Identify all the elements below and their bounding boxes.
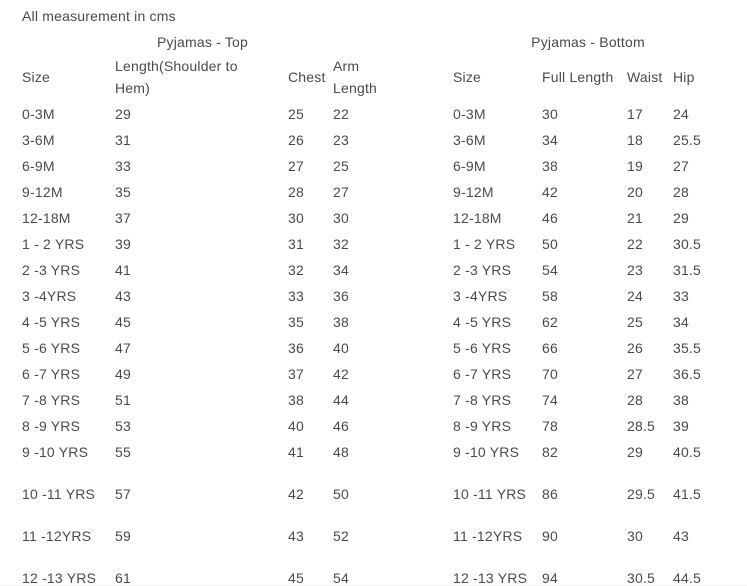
chest-cell: 28 xyxy=(288,184,304,200)
size-cell: 3-6M xyxy=(453,132,486,148)
arm-length-cell: 36 xyxy=(333,288,349,304)
table-row xyxy=(453,413,723,439)
top-col-header-arm-length: Arm Length xyxy=(333,58,378,96)
size-cell: 6 -7 YRS xyxy=(22,366,81,382)
length-cell: 43 xyxy=(115,288,131,304)
table-row xyxy=(22,361,383,387)
chest-cell: 37 xyxy=(288,366,304,382)
full-length-cell: 82 xyxy=(542,444,558,460)
table-row xyxy=(453,335,723,361)
waist-cell: 17 xyxy=(627,106,643,122)
table-row xyxy=(453,179,723,205)
size-cell: 12-18M xyxy=(22,210,71,226)
arm-length-cell: 38 xyxy=(333,314,349,330)
waist-cell: 20 xyxy=(627,184,643,200)
arm-length-cell: 52 xyxy=(333,528,349,544)
waist-cell: 27 xyxy=(627,366,643,382)
chest-cell: 31 xyxy=(288,236,304,252)
table-row xyxy=(22,257,383,283)
full-length-cell: 90 xyxy=(542,528,558,544)
table-row xyxy=(453,439,723,465)
size-cell: 9-12M xyxy=(22,184,63,200)
chest-cell: 25 xyxy=(288,106,304,122)
waist-cell: 29 xyxy=(627,444,643,460)
size-cell: 5 -6 YRS xyxy=(22,340,81,356)
table-row xyxy=(22,127,383,153)
full-length-cell: 94 xyxy=(542,570,558,586)
table-row xyxy=(453,309,723,335)
table-row xyxy=(22,179,383,205)
size-cell: 12-18M xyxy=(453,210,502,226)
size-cell: 3 -4YRS xyxy=(22,288,77,304)
bottom-col-header-hip: Hip xyxy=(673,69,695,86)
chest-cell: 33 xyxy=(288,288,304,304)
waist-cell: 28.5 xyxy=(627,418,656,434)
full-length-cell: 70 xyxy=(542,366,558,382)
full-length-cell: 46 xyxy=(542,210,558,226)
size-cell: 9 -10 YRS xyxy=(453,444,520,460)
waist-cell: 21 xyxy=(627,210,643,226)
table-row xyxy=(453,127,723,153)
full-length-cell: 50 xyxy=(542,236,558,252)
chest-cell: 43 xyxy=(288,528,304,544)
hip-cell: 28 xyxy=(673,184,689,200)
hip-cell: 39 xyxy=(673,418,689,434)
table-row xyxy=(22,507,383,549)
chest-cell: 32 xyxy=(288,262,304,278)
arm-length-cell: 46 xyxy=(333,418,349,434)
table-row xyxy=(22,283,383,309)
hip-cell: 36.5 xyxy=(673,366,702,382)
full-length-cell: 38 xyxy=(542,158,558,174)
hip-cell: 44.5 xyxy=(673,570,702,586)
length-cell: 31 xyxy=(115,132,131,148)
chest-cell: 40 xyxy=(288,418,304,434)
length-cell: 57 xyxy=(115,486,131,502)
size-cell: 4 -5 YRS xyxy=(22,314,81,330)
size-cell: 9 -10 YRS xyxy=(22,444,89,460)
size-cell: 0-3M xyxy=(453,106,486,122)
size-cell: 2 -3 YRS xyxy=(22,262,81,278)
pyjamas-top-body xyxy=(22,101,383,586)
hip-cell: 34 xyxy=(673,314,689,330)
full-length-cell: 62 xyxy=(542,314,558,330)
hip-cell: 27 xyxy=(673,158,689,174)
waist-cell: 22 xyxy=(627,236,643,252)
size-cell: 10 -11 YRS xyxy=(22,486,96,502)
size-cell: 4 -5 YRS xyxy=(453,314,512,330)
size-cell: 11 -12YRS xyxy=(22,528,92,544)
hip-cell: 29 xyxy=(673,210,689,226)
bottom-col-header-size: Size xyxy=(453,69,482,86)
size-cell: 7 -8 YRS xyxy=(453,392,512,408)
full-length-cell: 42 xyxy=(542,184,558,200)
table-row xyxy=(453,549,723,586)
table-row xyxy=(453,101,723,127)
size-cell: 7 -8 YRS xyxy=(22,392,81,408)
arm-length-cell: 22 xyxy=(333,106,349,122)
hip-cell: 33 xyxy=(673,288,689,304)
hip-cell: 40.5 xyxy=(673,444,702,460)
size-cell: 11 -12YRS xyxy=(453,528,523,544)
size-cell: 9-12M xyxy=(453,184,494,200)
arm-length-cell: 23 xyxy=(333,132,349,148)
length-cell: 61 xyxy=(115,570,131,586)
size-cell: 6 -7 YRS xyxy=(453,366,512,382)
length-cell: 47 xyxy=(115,340,131,356)
full-length-cell: 58 xyxy=(542,288,558,304)
table-row xyxy=(22,465,383,507)
table-row xyxy=(22,439,383,465)
table-row xyxy=(453,231,723,257)
pyjamas-bottom-caption: Pyjamas - Bottom xyxy=(531,34,645,50)
table-row xyxy=(453,283,723,309)
pyjamas-bottom-body xyxy=(453,101,723,586)
table-row xyxy=(453,465,723,507)
table-row xyxy=(453,507,723,549)
arm-length-cell: 34 xyxy=(333,262,349,278)
waist-cell: 29.5 xyxy=(627,486,656,502)
top-col-header-length: Length(Shoulder to Hem) xyxy=(115,58,238,96)
chest-cell: 27 xyxy=(288,158,304,174)
length-cell: 39 xyxy=(115,236,131,252)
size-cell: 3 -4YRS xyxy=(453,288,508,304)
hip-cell: 41.5 xyxy=(673,486,702,502)
length-cell: 37 xyxy=(115,210,131,226)
size-chart-tables xyxy=(22,34,747,586)
waist-cell: 30.5 xyxy=(627,570,656,586)
chest-cell: 35 xyxy=(288,314,304,330)
length-cell: 33 xyxy=(115,158,131,174)
size-cell: 5 -6 YRS xyxy=(453,340,512,356)
size-cell: 6-9M xyxy=(453,158,486,174)
length-cell: 41 xyxy=(115,262,131,278)
size-cell: 12 -13 YRS xyxy=(453,570,528,586)
waist-cell: 23 xyxy=(627,262,643,278)
full-length-cell: 30 xyxy=(542,106,558,122)
hip-cell: 35.5 xyxy=(673,340,702,356)
arm-length-cell: 25 xyxy=(333,158,349,174)
size-cell: 8 -9 YRS xyxy=(453,418,512,434)
hip-cell: 24 xyxy=(673,106,689,122)
chest-cell: 41 xyxy=(288,444,304,460)
table-row xyxy=(22,231,383,257)
waist-cell: 19 xyxy=(627,158,643,174)
full-length-cell: 66 xyxy=(542,340,558,356)
top-col-header-size: Size xyxy=(22,69,51,86)
length-cell: 29 xyxy=(115,106,131,122)
bottom-col-header-full-length: Full Length xyxy=(542,69,614,86)
arm-length-cell: 42 xyxy=(333,366,349,382)
waist-cell: 28 xyxy=(627,392,643,408)
size-cell: 6-9M xyxy=(22,158,55,174)
arm-length-cell: 40 xyxy=(333,340,349,356)
table-row xyxy=(453,361,723,387)
bottom-col-header-waist: Waist xyxy=(627,69,663,86)
size-cell: 1 - 2 YRS xyxy=(453,236,516,252)
arm-length-cell: 27 xyxy=(333,184,349,200)
table-row xyxy=(22,549,383,586)
pyjamas-bottom-group xyxy=(453,34,723,586)
table-row xyxy=(22,335,383,361)
length-cell: 35 xyxy=(115,184,131,200)
length-cell: 45 xyxy=(115,314,131,330)
arm-length-cell: 30 xyxy=(333,210,349,226)
pyjamas-bottom-table xyxy=(453,55,723,586)
full-length-cell: 34 xyxy=(542,132,558,148)
size-cell: 8 -9 YRS xyxy=(22,418,81,434)
arm-length-cell: 48 xyxy=(333,444,349,460)
waist-cell: 25 xyxy=(627,314,643,330)
chest-cell: 26 xyxy=(288,132,304,148)
table-row xyxy=(453,387,723,413)
size-cell: 3-6M xyxy=(22,132,55,148)
size-cell: 0-3M xyxy=(22,106,55,122)
table-row xyxy=(22,153,383,179)
waist-cell: 30 xyxy=(627,528,643,544)
waist-cell: 24 xyxy=(627,288,643,304)
full-length-cell: 54 xyxy=(542,262,558,278)
size-cell: 1 - 2 YRS xyxy=(22,236,85,252)
pyjamas-bottom-header-row xyxy=(453,55,723,101)
table-row xyxy=(453,257,723,283)
arm-length-cell: 50 xyxy=(333,486,349,502)
chest-cell: 42 xyxy=(288,486,304,502)
table-row xyxy=(22,205,383,231)
table-row xyxy=(22,387,383,413)
hip-cell: 25.5 xyxy=(673,132,702,148)
pyjamas-top-group xyxy=(22,34,383,586)
pyjamas-top-caption: Pyjamas - Top xyxy=(156,34,249,50)
chest-cell: 38 xyxy=(288,392,304,408)
table-row xyxy=(22,101,383,127)
pyjamas-top-table xyxy=(22,55,383,586)
chest-cell: 45 xyxy=(288,570,304,586)
top-col-header-chest: Chest xyxy=(288,69,326,86)
hip-cell: 43 xyxy=(673,528,689,544)
waist-cell: 18 xyxy=(627,132,643,148)
hip-cell: 31.5 xyxy=(673,262,702,278)
waist-cell: 26 xyxy=(627,340,643,356)
length-cell: 55 xyxy=(115,444,131,460)
chest-cell: 30 xyxy=(288,210,304,226)
table-row xyxy=(453,153,723,179)
table-row xyxy=(22,413,383,439)
size-cell: 2 -3 YRS xyxy=(453,262,512,278)
table-row xyxy=(22,309,383,335)
arm-length-cell: 54 xyxy=(333,570,349,586)
length-cell: 51 xyxy=(115,392,131,408)
arm-length-cell: 32 xyxy=(333,236,349,252)
hip-cell: 38 xyxy=(673,392,689,408)
full-length-cell: 86 xyxy=(542,486,558,502)
length-cell: 49 xyxy=(115,366,131,382)
size-cell: 12 -13 YRS xyxy=(22,570,97,586)
measurement-note: All measurement in cms xyxy=(22,8,176,24)
length-cell: 59 xyxy=(115,528,131,544)
pyjamas-top-header-row xyxy=(22,55,383,101)
full-length-cell: 78 xyxy=(542,418,558,434)
table-row xyxy=(453,205,723,231)
arm-length-cell: 44 xyxy=(333,392,349,408)
hip-cell: 30.5 xyxy=(673,236,702,252)
full-length-cell: 74 xyxy=(542,392,558,408)
size-cell: 10 -11 YRS xyxy=(453,486,527,502)
chest-cell: 36 xyxy=(288,340,304,356)
length-cell: 53 xyxy=(115,418,131,434)
